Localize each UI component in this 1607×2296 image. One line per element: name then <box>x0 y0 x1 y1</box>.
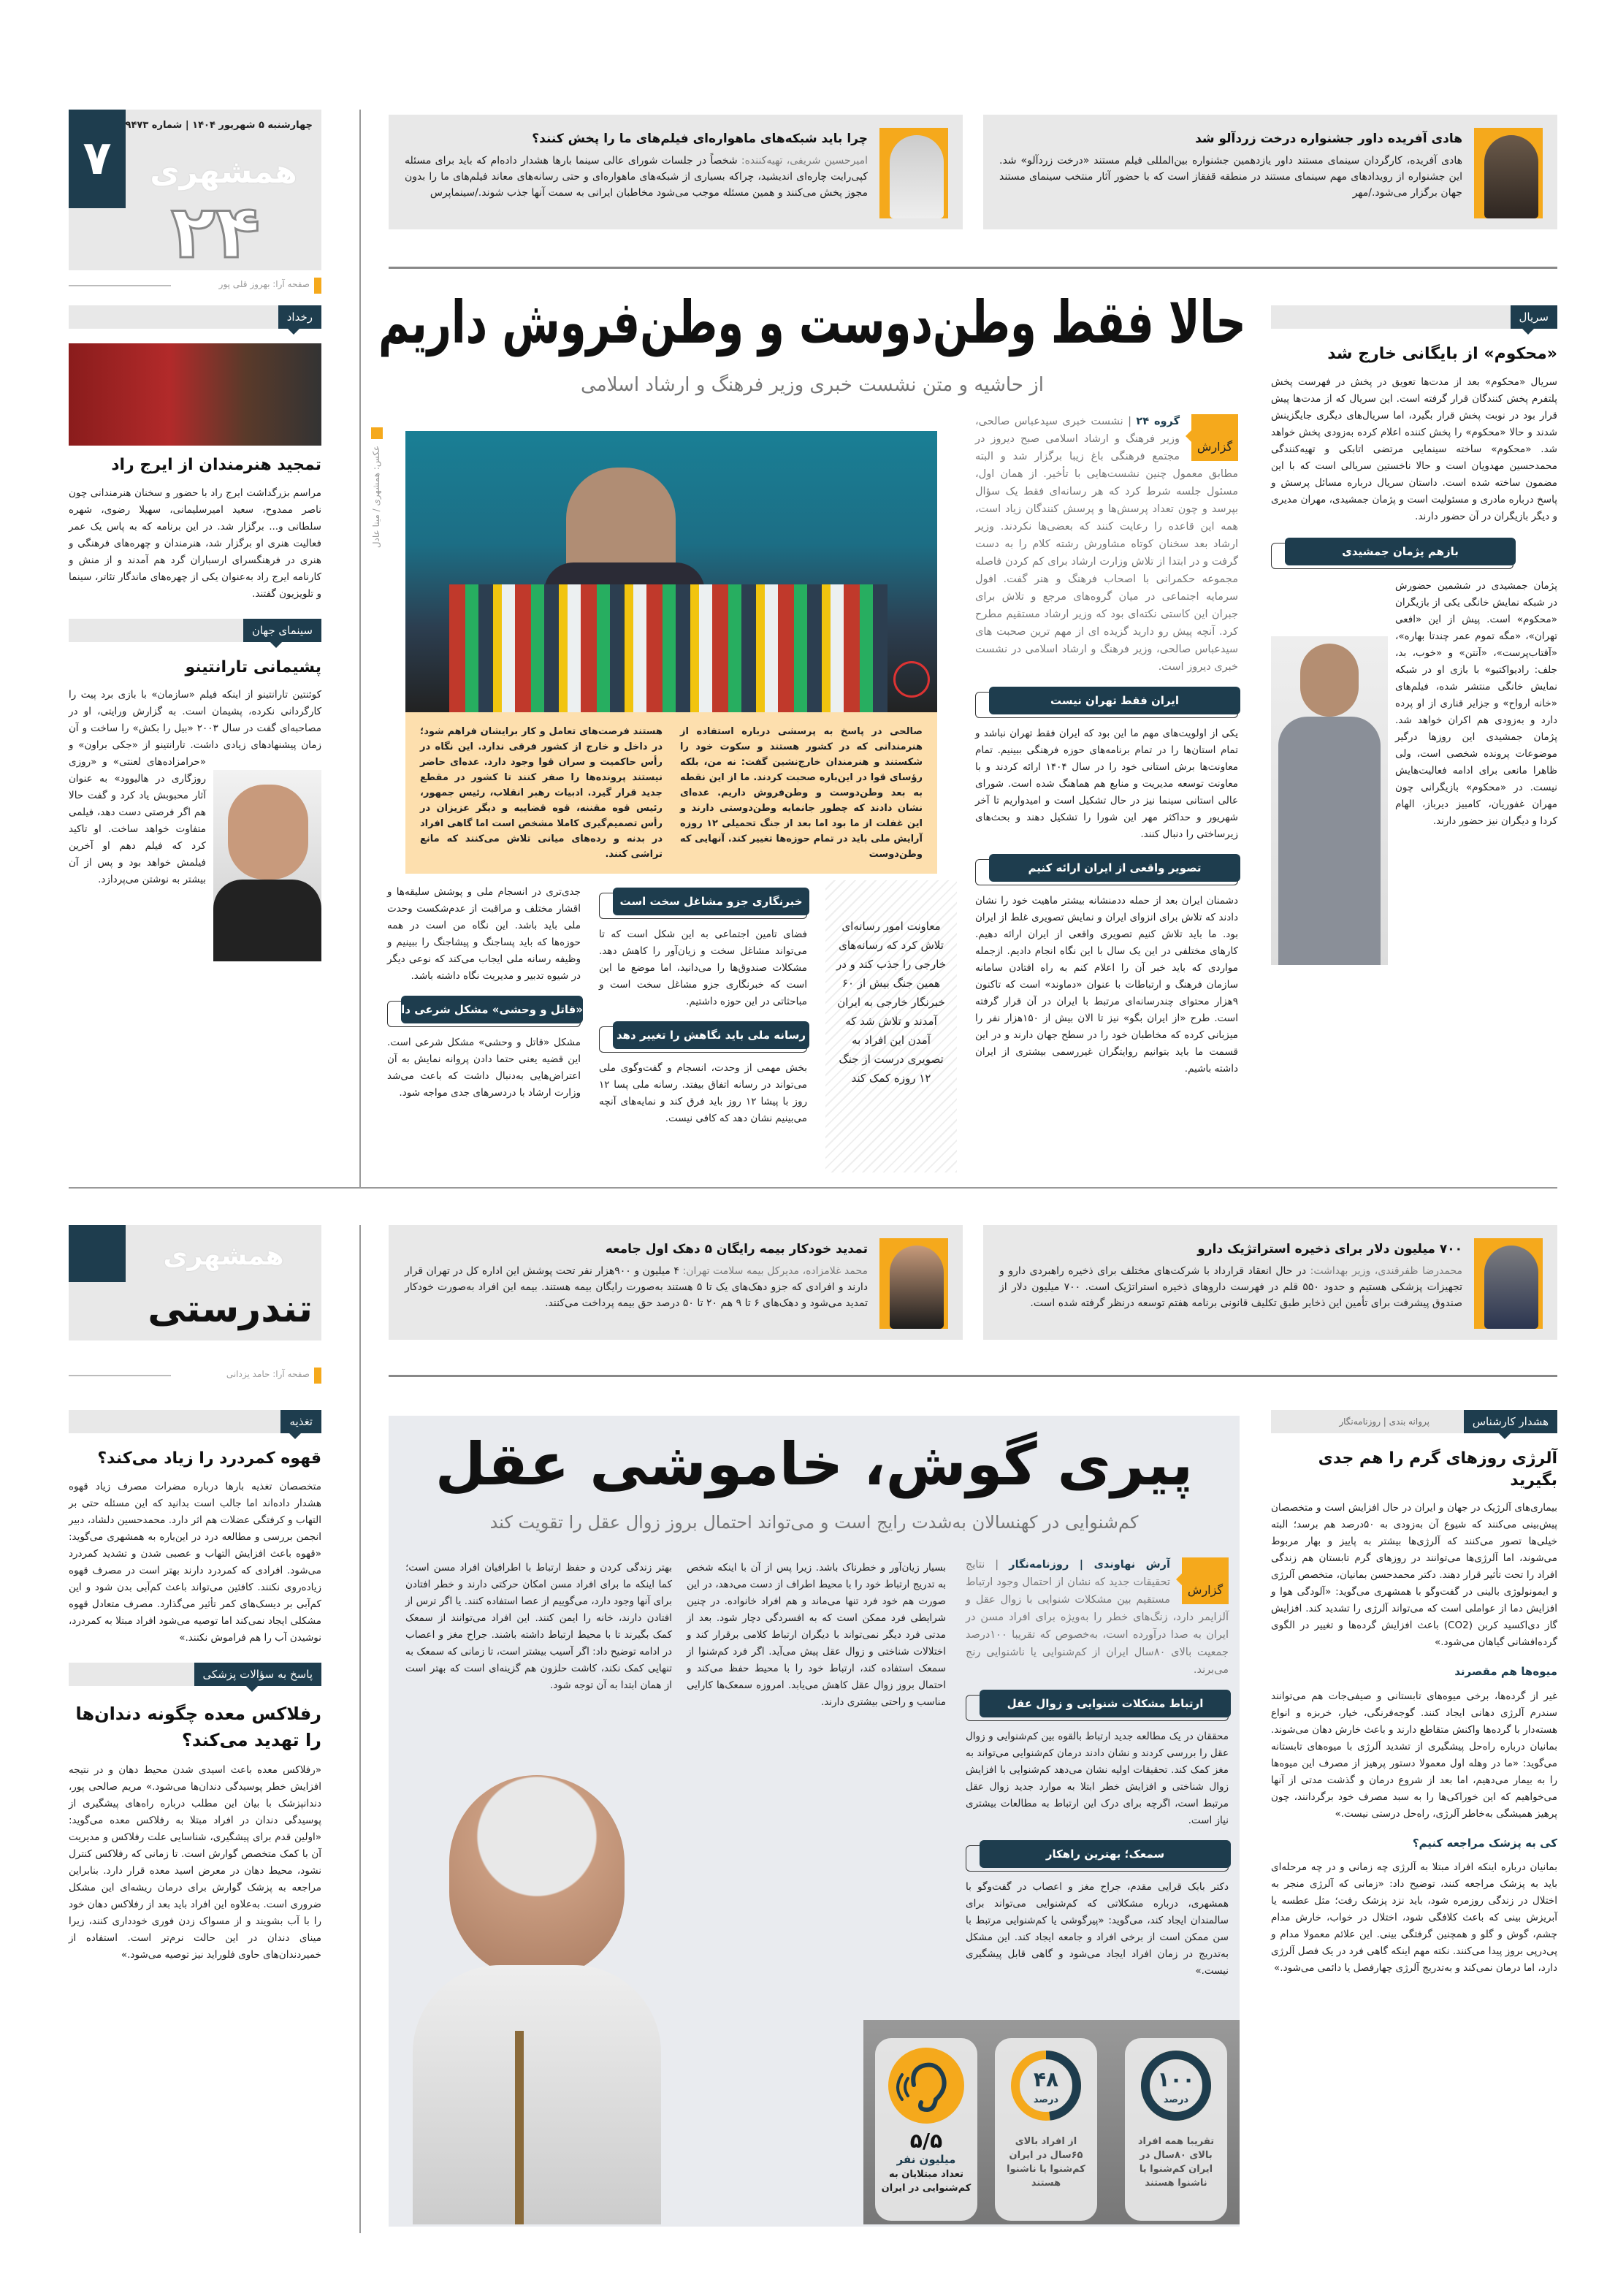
feature-headline: پیری گوش، خاموشی عقل <box>435 1430 1194 1498</box>
stat-unit: درصد <box>1163 2094 1189 2105</box>
teaser-title: تمدید خودکار بیمه رایگان ۵ دهک اول جامعه <box>605 1242 868 1256</box>
half-divider <box>69 1187 1557 1189</box>
press-conference-photo <box>405 431 937 712</box>
main-text-column <box>975 413 1238 1078</box>
subheading-text: بازهم پژمان جمشیدی <box>1285 538 1516 565</box>
stat-text: تقریبا همه افراد بالای ۸۰سال در ایران کم‌شنوا یا ناشنوا هستند <box>1137 2136 1215 2189</box>
main-headline: حالا فقط وطن‌دوست و وطن‌فروش داریم <box>378 289 1246 356</box>
intro-text: نتایج تحقیقات جدید که نشان از احتمال وجود ارتباط مستقیم بین مشکلات شنوایی با زوال عقل و آلزایمر دارد، زنگ‌های خطر را به‌ویژه برای افراد مسن در ایران به صدا درآورده است، به‌خصوص که تقریبا ۱۰۰درصد جمعیت بالای ۸۰سال ایران از کم‌شنوایی یا ناشنوایی رنج می‌برند. <box>966 1559 1229 1676</box>
stat-value: ۴۸ <box>1033 2067 1059 2091</box>
teaser-byline: امیرحسین شریفی، تهیه‌کننده: <box>741 155 869 167</box>
teaser-byline: محمد غلامزاده، مدیرکل بیمه سلامت تهران: <box>682 1265 869 1277</box>
teaser-text: هادی آفریده، کارگردان سینمای مستند داور یازدهمین جشنواره بین‌المللی فیلم مستند «درخت زردآلو» شد. این جشنواره از رویدادهای مهم سینمای مستند در منطقه قفقاز است که با حضور آثار منتخب سینمای مستند جهان برگزار می‌شود./مهر <box>999 155 1462 199</box>
teaser-title: چرا باید شبکه‌های ماهواره‌ای فیلم‌های ما را پخش کنند؟ <box>532 131 868 146</box>
section-text: بخش مهمی از وحدت، انسجام و گفت‌وگوی ملی می‌تواند در رسانه اتفاق بیفتد. رسانه ملی پسا ۱۲ روز با پیشا ۱۲ روز باید فرق کند و نمایه‌های آنچه می‌بینیم نشان دهد که کافی نیست. <box>599 1062 807 1124</box>
main-intro: گزارش گروه ۲۴ | نشست خبری سیدعباس صالحی، وزیر فرهنگ و ارشاد اسلامی صبح دیروز در مجتمع فرهنگی باغ زیبا برگزار شد و البته مطابق معمول چنین نشست‌هایی با تأخیر. از همان اول، مسئول جلسه شرط کرد که هر رسانه‌ای فقط یک سؤال بپرسد و چون تعداد پرسش‌ها و پرسش کنندگان زیاد است، همه این قاعده را رعایت کنند که بعضی‌ها نکردند. وزیر ارشاد بعد سخنان کوتاه مشاورش رشته کلام را به دست گرفت و در ابتدا از تلاش وزارت ارشاد برای کم کردن فاصله مجموعه حکمرانی با اصحاب فرهنگ و هنر گفت. افول سرمایه اجتماعی در میان گروه‌های مرجع و تلاش برای جبران این کاستی نکته‌ای بود که وزیر ارشاد مستقیم مطرح کرد. آنچه پیش رو دارید گزیده ای از مهم ترین صحبت های سیدعباس صالحی، وزیر فرهنگ و ارشاد اسلامی در نشست خبری دیروز است. <box>975 416 1238 673</box>
article-text: پژمان جمشیدی در ششمین حضورش در شبکه نمایش خانگی یکی از بازیگران «محکوم» است. پیش از این «افعی تهران»، «مگه تموم عمر چندتا بهاره»، «آفتاب‌پرست»، «آنتن» و «خوب، بد، جلف: رادیواکتیو» با بازی او در شبکه نمایش خانگی منتشر شده، فیلم‌های «خانه ارواح» و جزایر قناری از او پرده دارد و به‌زودی هم اکران خواهد شد. پژمان جمشیدی این روزها درگیر موضوعات پرونده شخصی است، ولی ظاهرا مانعی برای ادامه فعالیت‌هایش نیست. در «محکوم» بازیگرانی چون مهران غفوریان، کامبیز دیرباز، الهام کردا و دیگران نیز حضور دارند. <box>1395 579 1557 827</box>
section-text: محققان در یک مطالعه جدید ارتباط بالقوه بین کم‌شنوایی و زوال عقل را بررسی کردند و نشان دادند درمان کم‌شنوایی می‌تواند به مغز کمک کند. تحقیقات اولیه نشان می‌دهد کم‌شنوایی با افزایش زوال شناختی و افزایش خطر ابتلا به موارد جدید زوال عقل مرتبط است، اگرچه برای درک این ارتباط به مطالعات بیشتری نیاز است. <box>966 1731 1229 1826</box>
section-tag <box>1271 1410 1557 1433</box>
teaser-card[interactable] <box>389 1225 963 1340</box>
teaser-byline: محمدرضا ظفرقندی، وزیر بهداشت: <box>1310 1265 1462 1277</box>
article-text: متخصصان تغذیه بارها درباره مضرات مصرف زیاد قهوه هشدار داده‌اند اما جالب است بدانید که این مسئله حتی بر التهاب و کرفتگی عضلات هم اثر دارد. محمدحسین دلشاد، دبیر انجمن بررسی و مطالعه درد در این‌باره به همشهری می‌گوید: «قهوه باعث افزایش التهاب و عصبی شدن و تشدید کمردرد می‌شود. افرادی که کمردرد دارند بهتر است در مصرف قهوه زیاده‌روی نکنند. کافئین می‌تواند باعث کم‌آبی بدن شود و این کم‌آبی بر دیسک‌های کمر تأثیر می‌گذارد. مصرف متعادل قهوه مشکلی ایجاد نمی‌کند اما توصیه می‌شود افراد مبتلا به کمردرد، نوشیدن آب را هم فراموش نکنند.» <box>69 1480 321 1644</box>
caption-left: هستند فرصت‌های تعامل و کار برایشان فراهم شود؛ در داخل و خارج از کشور فرقی ندارد. این نگاه در رأس حاکمیت و سران قوا وجود دارد. عده‌ای حاضر نیستند پرونده‌ها را صفر کنند تا کشور در مقطع جدید قرار گیرد. ادبیات رهبر انقلاب، رئیس جمهور، رئیس قوه مقننه، قوه قضاییه و دیگر عزیزان در رأس تصمیم‌گیری کاملا مشخص است اما گاهی افراد در بدنه و رده‌های میانی تلاش می‌کنند که مانع تراشی کنند. <box>420 726 663 860</box>
teaser-title: هادی آفریده داور جشنواره درخت زردآلو شد <box>1195 131 1462 146</box>
article-text-wrap <box>69 687 321 964</box>
section-text: دکتر بابک قرایی مقدم، جراح مغز و اعصاب در گفت‌وگو با همشهری، درباره مشکلاتی که کم‌شنوایی می‌تواند برای سالمندان ایجاد کند، می‌گوید: «پیرگوشی یا کم‌شنوایی مرتبط با سن ممکن است از برخی افراد و جامعه ایجاد کند. این مشکل به‌تدریج در زمان افراد ایجاد می‌شود و گاهی قابل پیشگیری نیست.» <box>966 1881 1229 1977</box>
tag-label: هشدار کارشناس <box>1464 1410 1557 1433</box>
feature-intro: گزارش آرش نهاوندی | روزنامه‌نگار | نتایج تحقیقات جدید که نشان از احتمال وجود ارتباط مستقیم بین مشکلات شنوایی با زوال عقل و آلزایمر دارد، زنگ‌های خطر را به‌ویژه برای افراد مسن در ایران به صدا درآورده است، به‌خصوص که تقریبا ۱۰۰درصد جمعیت بالای ۸۰سال ایران از کم‌شنوایی یا ناشنوایی رنج می‌برند. <box>966 1559 1229 1676</box>
page-number: ۷ <box>69 110 126 208</box>
page-masthead <box>69 110 321 275</box>
masthead-block <box>69 1225 126 1282</box>
teaser-card[interactable] <box>983 115 1557 229</box>
feature-headline-wrap <box>389 1424 1240 1505</box>
section-tag <box>69 1410 321 1433</box>
column-divider <box>359 110 361 1187</box>
pull-quote-box <box>825 880 957 1172</box>
right-column <box>1271 305 1557 965</box>
percent-ring <box>1006 2045 1086 2126</box>
issue-date: چهارشنبه ۵ شهریور ۱۴۰۴ | شماره ۹۴۷۳ <box>125 120 313 131</box>
designer-name: صفحه آرا: بهروز قلی پور <box>218 279 310 289</box>
teaser-body: در حال انعقاد قرارداد با شرکت‌های مختلف برای ذخیره راهبردی دارو و تجهیزات پزشکی هستیم و حدود ۵۵۰ قلم در فهرست داروهای ذخیره استراتژیک است. ۷۰۰ میلیون دلار از صندوق پیشرفت برای تأمین این ذخایر طبق تکلیف قانونی برنامه هفتم توسعه درنظر گرفته شده است. <box>999 1265 1463 1309</box>
photo-credit: عکس: همشهری / مینا عادل <box>371 446 381 549</box>
stat-unit: میلیون نفر <box>896 2153 956 2166</box>
byline: آرش نهاوندی | روزنامه‌نگار <box>1009 1559 1170 1571</box>
article-text: «رفلاکس معده باعث اسیدی شدن محیط دهان و در نتیجه افزایش خطر پوسیدگی دندان‌ها می‌شود.» مریم صالحی پور، دندانپزشک با بیان این مطلب درباره راه‌های پیشگیری از پوسیدگی دندان در افراد مبتلا به رفلاکس معده می‌گوید: «اولین قدم برای پیشگیری، شناسایی علت رفلاکس و مدیریت آن با کمک متخصص گوارش است. تا زمانی که رفلاکس کنترل نشود، محیط دهان در معرض اسید معده قرار دارد. بنابراین مراجعه به پزشک گوارش برای درمان ریشه‌ای این مشکل ضروری است. به‌علاوه این افراد باید بعد از رفلاکس دهان خود را با آب بشویند و از مسواک زدن فوری خودداری کنند، زیرا مینای دندان در این حالت نرم‌تر است. استفاده از خمیردندان‌های حاوی فلوراید نیز توصیه می‌شود.» <box>69 1763 321 1961</box>
byline: پروانه بندی | روزنامه‌نگار <box>1339 1416 1429 1427</box>
tag-label: تغذیه <box>280 1410 321 1433</box>
microphones <box>449 584 888 712</box>
stat-card <box>995 2038 1097 2221</box>
designer-credit <box>69 1368 321 1384</box>
designer-name: صفحه آرا: حامد یزدانی <box>226 1369 310 1379</box>
person-photo <box>1474 1238 1543 1329</box>
feature-right-column <box>966 1556 1229 1980</box>
actor-photo <box>1271 636 1388 965</box>
subheading <box>599 893 807 919</box>
subheading-text: سمعک؛ بهترین راهکار <box>980 1840 1231 1868</box>
stat-text: تعداد مبتلایان به کم‌شنوایی در ایران <box>881 2169 972 2194</box>
logo-watermark: همشهری <box>150 153 297 191</box>
subheading <box>966 1695 1229 1721</box>
column-divider <box>359 1225 361 2233</box>
subheading <box>966 1845 1229 1872</box>
teaser-text <box>405 1263 868 1311</box>
stat-text: از افراد بالای ۶۵سال در ایران کم‌شنوا یا ناشنوا هستند <box>1007 2136 1085 2189</box>
stamp-logo <box>893 661 930 698</box>
article-headline: «محکوم» از بایگانی خارج شد <box>1327 345 1557 363</box>
section-tag <box>1271 305 1557 329</box>
pull-quote: معاونت امور رسانه‌ای تلاش کرد که رسانه‌های خارجی را جذب کند و در همین جنگ بیش از ۶۰ خبرنگار خارجی به ایران آمدند و تلاش شد که آمدن این افراد به تصویری درست از جنگ ۱۲ روزه کمک کند <box>836 920 947 1085</box>
actor-block <box>1271 578 1557 965</box>
article-headline: رفلاکس معده چگونه دندان‌ها را تهدید می‌کند؟ <box>75 1703 321 1750</box>
stat-value: ۱۰۰ <box>1157 2067 1195 2091</box>
event-photo <box>69 343 321 446</box>
caption-right: صالحی در پاسخ به پرسشی درباره استفاده از هنرمندانی که در کشور هستند و سکوت خود را شکستند و هنرمندان خارج‌نشین گفت: نه من، بلکه رؤسای قوا در این‌باره صحبت کردند. ما از این نقطه به بعد وطن‌دوست و وطن‌فروش داریم. عده‌ای نشان دادند که چطور جانمایه وطن‌دوستی دارند و این غفلت از ما بود اما بعد از جنگ تحمیلی ۱۲ روزه آرایش ملی باید در تمام حوزه‌ها تغییر کند. آنهایی که وطن‌دوست <box>680 726 923 860</box>
section-text: جدی‌تری در انسجام ملی و پوشش سلیقه‌ها و اقشار مختلف و مراقبت از عدم‌شکست وحدت ملی باید باشد. این نگاه من است در همه حوزه‌ها که باید پساجنگ و پیشاجنگ را ببینیم و وظیفه رسانه ملی ایجاب می‌کند که نوعی دیگر در شیوه تدبیر و مدیریت نگاه داشته باشد. <box>387 886 581 982</box>
page-masthead <box>69 1225 321 1340</box>
tag-label: سریال <box>1511 305 1558 329</box>
main-subtitle: از حاشیه و متن نشست خبری وزیر فرهنگ و ارشاد اسلامی <box>581 374 1044 396</box>
article-subheading: میوه‌ها هم مقصرند <box>1454 1665 1557 1679</box>
article-headline: آلرژی روزهای گرم را هم جدی بگیرید <box>1318 1449 1557 1490</box>
subheading <box>387 1001 581 1027</box>
lower-column <box>599 884 807 1127</box>
article-subheading: کی به پزشک مراجعه کنیم؟ <box>1412 1836 1557 1850</box>
elderly-man-photo <box>405 1753 668 2224</box>
feature-column: بهتر زندگی کردن و حفظ ارتباط با اطرافیان افراد مسن است؛ کما اینکه ما برای افراد مسن امکان حرکتی دارند و خطر افتادن برای آنها وجود دارد، می‌گوییم از عصا استفاده کنند. یا اگر ترس از افتادن دارند، خانه را ایمن کنند. این افراد می‌توانند از سمعک کمک بگیرند تا با محیط ارتباط داشته باشند. جراح مغز و اعصاب در ادامه توضیح داد: اگر آسیب بیشتر است، تا زمانی که سمعک به تنهایی کمک نکند، کاشت حلزون هم گزینه‌ای است که بهتر است از همان ابتدا به آن توجه شود. <box>405 1562 672 1691</box>
section-text: مشکل «قاتل و وحشی» مشکل شرعی است. این قضیه یعنی حتما دادن پروانه نمایش به آن اعتراض‌هایی به‌دنبال داشت که باعث می‌شد وزارت ارشاد با دردسرهای جدی مواجه شود. <box>387 1037 581 1099</box>
section-rule <box>389 1375 1557 1377</box>
person-photo <box>879 1238 948 1329</box>
tag-label: رخداد <box>278 305 321 329</box>
person-photo <box>1474 128 1543 218</box>
credit-marker <box>371 427 383 439</box>
lower-column <box>387 884 581 1102</box>
right-column <box>1271 1410 1557 1977</box>
subheading-text: خبرنگاری جزو مشاغل سخت است <box>613 888 809 915</box>
feature-column: بسیار زیان‌آور و خطرناک باشد. زیرا پس از آن با اینکه شخص به تدریج ارتباط خود را با محیط اطراف از دست می‌دهد، در این صورت هم خود فرد تنها می‌ماند و هم افراد خانواده. در چنین شرایطی فرد ممکن است که به افسردگی دچار شود. بعد از مدتی فرد دیگر نمی‌تواند با دیگران ارتباط کلامی برقرار کند و اختلالات شناختی و زوال عقل پیش می‌آید. اگر فرد کم‌شنوا از سمعک استفاده کند، ارتباط خود را با محیط حفظ می‌کند و احتمال بروز زوال عقل کاهش می‌یابد. امروزه سمعک‌ها کارایی مناسب و راحتی بیشتری دارند. <box>687 1562 946 1708</box>
subheading-text: ارتباط مشکلات شنوایی و زوال عقل <box>980 1690 1231 1717</box>
section-text: فضای تامین اجتماعی به این شکل است که تا می‌تواند مشاغل سخت و زیان‌آور را کاهش دهد. مشکلات صندوق‌ها را می‌دانید، اما موضع ما این است که خبرنگاری جزو مشاغل سخت است و مباحثاتی در این حوزه داشتیم. <box>599 928 807 1007</box>
tarantino-photo <box>213 770 321 961</box>
tag-label: سینمای جهان <box>243 619 321 642</box>
article-text: بمانیان درباره اینکه افراد مبتلا به آلرژی چه زمانی و در چه مرحله‌ای باید به پزشک مراجعه کنند، توضیح داد: «زمانی که آلرژی منجر به اختلال در زندگی روزمره شود، باید نزد پزشک رفت؛ مثل عطسه یا آبریزش بینی که باعث کلافگی شود، اختلال در خواب، خارش مدام چشم، گوش و گلو و همچنین گرفتگی بینی. این علائم معمولا مدام و پی‌درپی بروز پیدا می‌کنند. نکته مهم اینکه گاهی فرد در یک فصل آلرژی دارد، اما درمان نمی‌کند و به‌تدریج آلرژی چهارفصل یا دائمی می‌شود.» <box>1271 1861 1557 1974</box>
article-headline: قهوه کمردرد را زیاد می‌کند؟ <box>97 1449 321 1468</box>
person-photo <box>879 128 948 218</box>
report-tag: گزارش <box>1191 414 1238 461</box>
intro-text: نشست خبری سیدعباس صالحی، وزیر فرهنگ و ارشاد اسلامی صبح دیروز در مجتمع فرهنگی باغ زیبا برگزار شد و البته مطابق معمول چنین نشست‌هایی با تأخیر. از همان اول، مسئول جلسه شرط کرد که هر رسانه‌ای فقط یک سؤال بپرسد و چون تعداد پرسش‌ها و پرسش کنندگان زیاد است، همه این قاعده را رعایت کنند که بعضی‌ها نکردند. وزیر ارشاد بعد سخنان کوتاه مشاورش رشته کلام را به دست گرفت و در ابتدا از تلاش وزارت ارشاد برای کم کردن فاصله مجموعه حکمرانی با اصحاب فرهنگ و هنر گفت. افول سرمایه اجتماعی در میان گروه‌های مرجع و تلاش برای جبران این کاستی نکته‌ای بود که وزیر ارشاد مستقیم مطرح کرد. آنچه پیش رو دارید گزیده ای از مهم ترین صحبت های سیدعباس صالحی، وزیر فرهنگ و ارشاد اسلامی در نشست خبری دیروز است. <box>975 416 1238 673</box>
teaser-card[interactable] <box>983 1225 1557 1340</box>
section-text: یکی از اولویت‌های مهم ما این بود که ایران فقط تهران نباشد و تمام استان‌ها را در تمام برنامه‌های حوزه فرهنگی ببینیم. تمام معاونت‌ها برش استانی خود را در سال ۱۴۰۴ ارائه کردند و با معاونت توسعه مدیریت و منابع هم هماهنگ شده است. شورای عالی استانی سینما نیز در حال تشکیل است و امیدواریم تا آخر شهریور و حداکثر مهر این شورا را تشکیل دهند و بحث‌های زیرساختی را دنبال کنند. <box>975 728 1238 840</box>
teaser-text <box>405 153 868 201</box>
teaser-text <box>999 1263 1462 1311</box>
subheading <box>1271 543 1514 569</box>
article-text: غیر از گرده‌ها، برخی میوه‌های تابستانی و صیفی‌جات هم می‌توانند سندرم آلرژی دهانی ایجاد کنند. گوجه‌فرنگی، خیار، خربزه و انواع هسته‌دار با گرده‌ها واکنش متقاطع دارند و باعث خارش دهان می‌شوند. بمانیان درباره راه‌حل پیشگیری از تشدید آلرژی با میوه‌های تابستانه می‌گوید: «ما در وهله اول معمولا دستور پرهیز از مصرف این میوه‌ها را به بیمار می‌دهیم، اما بعد از شروع درمان و گذشت مدتی از آنها می‌خواهیم که این خوراکی‌ها را به سبد مصرف خود برگردانند، چون پرهیز همیشگی به‌خاطر آلرژی، راه‌حل درستی نیست.» <box>1271 1690 1557 1820</box>
section-tag <box>69 619 321 642</box>
left-column <box>69 305 321 964</box>
subheading-text: تصویر واقعی از ایران ارائه کنیم <box>989 854 1240 882</box>
stat-unit: درصد <box>1033 2094 1059 2105</box>
article-headline: تمجید هنرمندان از ایرج راد <box>111 456 321 474</box>
left-column <box>69 1410 321 1964</box>
byline: گروه ۲۴ <box>1136 416 1180 427</box>
section-rule <box>389 267 1557 269</box>
teaser-card[interactable] <box>389 115 963 229</box>
designer-credit <box>69 278 321 294</box>
subheading <box>975 859 1238 885</box>
teaser-body: شخصاً در جلسات شورای عالی سینما بارها هشدار داده‌ام که باید برای مسئله کپی‌رایت چاره‌ای اندیشید، چراکه بسیاری از شبکه‌های ماهواره‌ای و حتی رسانه‌های معاند فیلم‌های ما را بدون مجوز پخش می‌کنند و همین مسئله موجب می‌شود مخاطبان ایرانی به سمت آنها جذب شوند./سینماپرس <box>405 155 868 199</box>
section-text: دشمنان ایران بعد از حمله ددمنشانه بیشتر ماهیت خود را نشان دادند که تلاش برای انزوای ایران و نمایش تصویری غلط از ایران بود. ما باید تلاش کنیم تصویری واقعی از ایران ارائه دهیم. کارهای مختلفی در این یک سال با این نگاه انجام دادیم. ازجمله مواردی که باید خبر آن را اعلام کنم به راه افتادن سامانه سازمان فرهنگ و ارتباطات با عنوان «دماوند» است که تاکنون ۹هزار محتوای چندرسانه‌ای مرتبط با ایران در آن قرار گرفته است. طرح «از ایران بگو» نیز تا الان بیش از ۱۵۰هزار نفر را میزبانی کرده که مخاطبان خود را در سطح جهان دارند و در این قسمت ما باید بتوانیم روایتگران غیررسمی بیشتری از ایران داشته باشیم. <box>975 895 1238 1075</box>
section-tag <box>69 1663 321 1686</box>
subheading <box>599 1026 807 1053</box>
section-logo-24: ۲۴ <box>171 189 261 275</box>
stat-card <box>1125 2038 1227 2221</box>
subheading-text: رسانه ملی باید نگاهش را تغییر دهد <box>613 1021 809 1049</box>
photo-caption <box>405 712 937 874</box>
stat-card <box>875 2038 977 2221</box>
percent-ring <box>1136 2045 1216 2126</box>
feature-subtitle: کم‌شنوایی در کهنسالان به‌شدت رایج است و می‌تواند احتمال بروز زوال عقل را تقویت کند <box>489 1512 1139 1533</box>
section-tag <box>69 305 321 329</box>
logo-watermark: همشهری <box>163 1241 284 1271</box>
ear-icon <box>886 2045 966 2126</box>
subheading <box>975 692 1238 718</box>
article-text: کوئنتین تارانتینو از اینکه فیلم «سازمان» با بازی برد پیت را کارگردانی نکرده، پشیمان است. به گزارش ورایتی، او در مصاحبه‌ای گفت در سال ۲۰۰۳ «بیل را بکش» را ساخت و آن زمان پیشنهادهای زیادی داشت. تارانتینو از «جکی براون» و «حرامزاده‌های لعنتی» و «روزی روزگاری در هالیوود» به عنوان آثار محبوبش یاد کرد و گفت حالا هم اگر فرصتی دست دهد، فیلمی متفاوت خواهد ساخت. او تاکید کرد که فیلم دهم او آخرین فیلمش خواهد بود و پس از آن بیشتر به نوشتن می‌پردازد. <box>69 689 321 886</box>
stat-value: ۵/۵ <box>909 2129 943 2153</box>
headline-wrap <box>378 286 1246 363</box>
article-text: سریال «محکوم» بعد از مدت‌ها تعویق در پخش در فهرست پخش پلتفرم پخش کنندگان قرار گرفته است. این سریال که از مدت‌ها پیش قرار بود در نوبت پخش قرار بگیرد، اما سریال‌های دیگری جایگزینش شدند و حالا «محکوم» را پخش کننده اعلام کرده به‌زودی پخش خواهد شد. «محکوم» ساخته سینمایی مرتضی اتابکی و تهیه‌کنندگی محمدحسین مهدویان است و حالا ناخستین سریالی است که با این مضمون ساخته شده است. داستان سریال درباره مسائل پرسش و پاسخ درباره مادری و مسئولیت است و پژمان جمشیدی، مهران مدیری و دیگر بازیگران در آن حضور دارند. <box>1271 375 1557 522</box>
article-text: بیماری‌های آلرژیک در جهان و ایران در حال افزایش است و متخصصان پیش‌بینی می‌کنند که شیوع آن به‌زودی به ۵۰درصد هم برسد؛ البته خیلی‌ها تصور می‌کنند که آلرژی‌ها بیشتر به پاییز و بهار مربوط می‌شوند، اما آلرژی‌ها می‌توانند در روزهای گرم تابستان هم زندگی افراد را تحت تأثیر قرار دهند. دکتر محمدحسن بمانیان، متخصص آلرژی و ایمونولوژی بالینی در گفت‌وگو با همشهری می‌گوید: «آلودگی هوا و افزایش دما از عواملی است که می‌تواند آلرژی را تشدید کند. افزایش گاز دی‌اکسید کربن (CO2) باعث افزایش گرده‌ها و تغییر در الگوی گرده‌افشانی گیاهان می‌شود.» <box>1271 1502 1558 1649</box>
tag-label: پاسخ به سؤالات پزشکی <box>194 1663 321 1686</box>
teaser-body: ۴ میلیون و ۹۰۰هزار نفر تحت پوشش این اداره کل در تهران قرار دارند و افرادی که جزو دهک‌های یک تا ۵ هستند به‌صورت رایگان بیمه هستند. بیمه این افراد به‌صورت خودکار تمدید می‌شود و دهک‌های ۶ تا ۹ هم ۲۰ تا ۵۰ درصد حق بیمه پرداخت می‌کنند. <box>405 1265 868 1309</box>
subheading-text: «قاتل و وحشی» مشکل شرعی دارد <box>401 996 583 1023</box>
teaser-title: ۷۰۰ میلیون دلار برای ذخیره استراتژیک دارو <box>1197 1242 1462 1256</box>
article-headline: پشیمانی تارانتینو <box>185 657 321 676</box>
article-text: مراسم بزرگداشت ایرج راد با حضور و سخنان هنرمندانی چون ناصر ممدوح، سعید امیرسلیمانی، سهیلا رضوی، شهره سلطانی و... برگزار شد. در این برنامه که به پاس یک عمر فعالیت هنری او برگزار شد، هنرمندان و چهره‌های فرهنگی و هنری در فرهنگسرای ارسباران گرد هم آمدند و از منش و کارنامه ایرج راد به‌عنوان یکی از چهره‌های ماندگار تئاتر، سینما و تلویزیون گفتند. <box>69 487 321 600</box>
subheading-text: ایران فقط تهران نیست <box>989 687 1240 714</box>
report-tag: گزارش <box>1182 1557 1229 1604</box>
section-title: تندرستی <box>148 1287 313 1331</box>
